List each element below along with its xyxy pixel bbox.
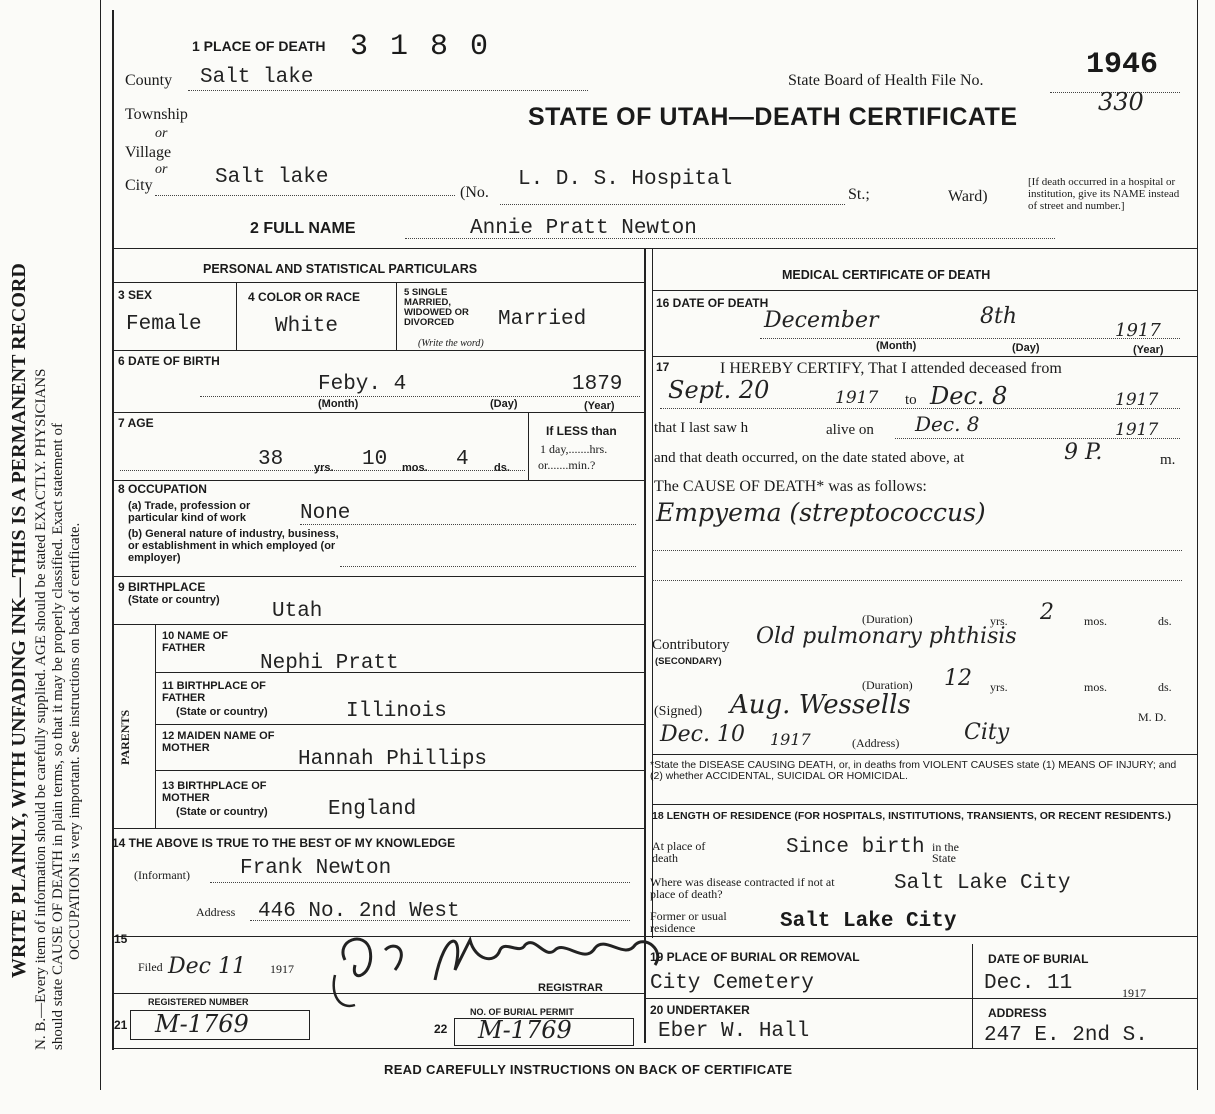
registered-number-value: M-1769	[155, 1010, 249, 1038]
age-years-value: 38	[258, 448, 284, 471]
father-birthplace-sub: (State or country)	[176, 706, 268, 718]
contracted-value: Salt Lake City	[894, 872, 1071, 895]
file-no-extra: 330	[1098, 88, 1144, 116]
duration2-yrs: yrs.	[990, 680, 1008, 694]
former-residence-label: Former or usual residence	[650, 909, 727, 935]
cause-line-3	[652, 580, 1182, 581]
col-line-sex	[236, 282, 237, 350]
full-name-label: 2 FULL NAME	[250, 220, 356, 237]
row-line-10	[112, 828, 644, 829]
day-hrs-caption: 1 day,.......hrs.	[540, 442, 608, 456]
duration-mos: mos.	[1084, 614, 1108, 628]
birthplace-sub: (State or country)	[128, 594, 220, 606]
left-border	[100, 0, 101, 1090]
occupation-a-label: (a) Trade, profession or particular kind of work	[128, 500, 251, 524]
birthplace-label: 9 BIRTHPLACE	[118, 580, 206, 594]
dob-day-caption: (Day)	[490, 398, 518, 410]
row-line-2	[112, 350, 644, 351]
burial-col-line	[972, 944, 973, 1048]
father-label: 10 NAME OF FATHER	[162, 630, 229, 654]
side-text-line-2: N. B.—Every item of information should be carefully supplied. AGE should be stated EXACTLY. PHYSICIANS	[33, 368, 49, 1050]
certificate-title: STATE OF UTAH—DEATH CERTIFICATE	[528, 103, 1018, 131]
sex-label: 3 SEX	[118, 288, 153, 302]
or-min-caption: or.......min.?	[538, 458, 596, 472]
dob-line	[200, 396, 640, 397]
burial-permit-value: M-1769	[478, 1016, 572, 1044]
col-line-parents	[155, 624, 156, 828]
side-text-permanent-record: WRITE PLAINLY, WITH UNFADING INK—THIS IS A PERMANENT RECORD	[8, 263, 30, 978]
dod-day-caption: (Day)	[1012, 342, 1040, 354]
signed-date-value: Dec. 10	[660, 722, 745, 747]
contributory-label: Contributory	[652, 637, 730, 653]
street-no-label: (No.	[460, 184, 489, 201]
marital-value: Married	[498, 308, 587, 331]
county-label: County	[125, 72, 173, 89]
mother-value: Hannah Phillips	[298, 748, 488, 771]
or-label-1: or	[155, 126, 168, 141]
col-line-age	[528, 412, 529, 480]
marital-note: (Write the word)	[418, 338, 484, 349]
file-no-label: State Board of Health File No.	[788, 72, 984, 89]
occupation-label: 8 OCCUPATION	[118, 482, 207, 496]
row-line-1	[112, 282, 644, 283]
attended-from-value: Sept. 20	[668, 376, 770, 404]
at-place-label: At place of death	[652, 839, 706, 865]
certify-text: I HEREBY CERTIFY, That I attended deceased from	[720, 360, 1062, 377]
registrar-signature	[325, 920, 685, 1010]
registered-number-label: REGISTERED NUMBER	[148, 997, 249, 1007]
attended-to-value: Dec. 8	[930, 382, 1008, 410]
contributory-value: Old pulmonary phthisis	[756, 624, 1017, 649]
dod-bottom-line	[652, 356, 1197, 357]
medical-title-line	[652, 290, 1197, 291]
city-value: Salt lake	[215, 166, 329, 189]
burial-date-year: 1917	[1122, 986, 1146, 1000]
parents-label: PARENTS	[118, 709, 132, 765]
county-value: Salt lake	[200, 66, 314, 89]
residence-label: 18 LENGTH OF RESIDENCE (FOR HOSPITALS, INSTITUTIONS, TRANSIENTS, OR RECENT RESIDENTS.)	[652, 810, 1172, 822]
township-label: Township	[125, 106, 188, 123]
street-label: St.;	[848, 186, 870, 203]
mother-birthplace-value: England	[328, 798, 417, 821]
residence-value: Since birth	[786, 836, 925, 859]
undertaker-label: 20 UNDERTAKER	[650, 1003, 750, 1017]
age-label: 7 AGE	[118, 416, 154, 430]
dob-year-value: 1879	[572, 373, 623, 396]
mother-label: 12 MAIDEN NAME OF MOTHER	[162, 730, 275, 754]
informant-value: Frank Newton	[240, 857, 392, 880]
place-of-death-label: 1 PLACE OF DEATH	[192, 38, 326, 54]
row-line-5	[112, 576, 644, 577]
stamp-number: 3 1 8 0	[350, 30, 491, 64]
item-21: 21	[114, 1018, 128, 1032]
death-occurred-label: and that death occurred, on the date stated above, at	[654, 450, 965, 466]
father-birthplace-label: 11 BIRTHPLACE OF FATHER	[162, 680, 266, 704]
dod-label: 16 DATE OF DEATH	[656, 296, 769, 310]
grid-bottom	[112, 1048, 1197, 1049]
dod-month-caption: (Month)	[876, 340, 917, 352]
full-name-value: Annie Pratt Newton	[470, 217, 697, 240]
secondary-label: (SECONDARY)	[655, 656, 722, 667]
physician-signature: Aug. Wessells	[730, 690, 911, 720]
filed-value: Dec 11	[168, 954, 246, 979]
undertaker-value: Eber W. Hall	[658, 1020, 810, 1043]
contracted-label: Where was disease contracted if not at place of death?	[650, 875, 835, 901]
registrar-label: REGISTRAR	[538, 982, 603, 994]
village-label: Village	[125, 144, 172, 161]
burial-date-value: Dec. 11	[984, 972, 1073, 995]
col-line-race	[396, 282, 397, 350]
in-state-label: in the State	[932, 840, 959, 865]
or-label-2: or	[155, 162, 168, 177]
dod-year-caption: (Year)	[1133, 344, 1164, 356]
dob-year-caption: (Year)	[584, 400, 615, 412]
cause-label: The CAUSE OF DEATH* was as follows:	[654, 478, 927, 495]
dob-label: 6 DATE OF BIRTH	[118, 354, 220, 368]
right-border	[1197, 0, 1198, 1090]
county-line	[188, 90, 588, 91]
row-line-3	[112, 412, 644, 413]
death-time-value: 9 P.	[1064, 440, 1103, 465]
sig-address-value: City	[964, 720, 1010, 745]
footnote-top-line	[652, 754, 1197, 755]
mother-birthplace-sub: (State or country)	[176, 806, 268, 818]
informant-title: 14 THE ABOVE IS TRUE TO THE BEST OF MY KNOWLEDGE	[112, 836, 456, 850]
to-label: to	[905, 392, 917, 408]
item-17: 17	[656, 360, 670, 374]
attended-from-year: 1917	[835, 388, 879, 408]
occupation-value: None	[300, 502, 351, 525]
last-saw-date: Dec. 8	[915, 412, 980, 436]
undertaker-address-label: ADDRESS	[988, 1006, 1047, 1020]
address-value: 446 No. 2nd West	[258, 900, 460, 923]
burial-date-label: DATE OF BURIAL	[988, 952, 1089, 966]
dob-month-caption: (Month)	[318, 398, 359, 410]
footnote-bottom-line	[652, 804, 1197, 805]
file-no-value: 1946	[1086, 48, 1159, 82]
row-line-4	[112, 480, 644, 481]
burial-permit-label: NO. OF BURIAL PERMIT	[470, 1007, 574, 1017]
father-value: Nephi Pratt	[260, 652, 399, 675]
age-months-value: 10	[362, 448, 388, 471]
medical-section-title: MEDICAL CERTIFICATE OF DEATH	[782, 268, 991, 282]
grid-top	[112, 248, 1197, 249]
personal-section-title: PERSONAL AND STATISTICAL PARTICULARS	[203, 262, 478, 276]
age-mos-caption: mos.	[402, 462, 428, 474]
attended-line	[660, 408, 1180, 409]
former-residence-value: Salt Lake City	[780, 910, 957, 933]
dod-month-value: December	[764, 308, 879, 333]
age-days-value: 4	[456, 448, 469, 471]
city-line	[155, 195, 455, 196]
cause-line-2	[652, 550, 1182, 551]
occupation-b-line	[340, 566, 636, 567]
ward-label: Ward)	[948, 188, 988, 205]
dob-month-value: Feby. 4	[318, 373, 407, 396]
street-no-line	[500, 204, 845, 205]
informant-label: (Informant)	[134, 868, 190, 882]
row-line-8	[155, 724, 644, 725]
left-border-inner	[112, 10, 114, 1050]
city-label: City	[125, 177, 153, 194]
informant-line	[210, 882, 630, 883]
last-saw-year: 1917	[1115, 420, 1159, 440]
duration2-label: (Duration)	[862, 678, 913, 692]
birthplace-value: Utah	[272, 600, 323, 623]
attended-to-year: 1917	[1115, 390, 1159, 410]
street-no-value: L. D. S. Hospital	[518, 168, 733, 191]
filed-label: Filed	[138, 960, 163, 974]
sig-address-label: (Address)	[852, 736, 900, 750]
duration2-yrs-value: 12	[944, 666, 972, 691]
address-label: Address	[196, 905, 236, 919]
grid-center-divider-2	[652, 248, 653, 938]
duration2-mos: mos.	[1084, 680, 1108, 694]
footer-instructions: READ CAREFULLY INSTRUCTIONS ON BACK OF CERTIFICATE	[384, 1062, 793, 1077]
last-saw-label: that I last saw h	[654, 420, 749, 436]
ward-note: [If death occurred in a hospital or institution, give its NAME instead of street and number.]	[1028, 176, 1180, 212]
item-15: 15	[114, 932, 128, 946]
signed-label: (Signed)	[654, 704, 703, 719]
row-line-7	[155, 672, 644, 673]
alive-on-label: alive on	[826, 422, 874, 438]
dod-day-value: 8th	[980, 304, 1018, 329]
side-text-line-4: OCCUPATION is very important. See instructions on back of certificate.	[67, 522, 83, 960]
duration2-ds: ds.	[1158, 680, 1172, 694]
duration-mos-value: 2	[1040, 600, 1054, 625]
duration-ds: ds.	[1158, 614, 1172, 628]
age-ds-caption: ds.	[494, 462, 510, 474]
race-label: 4 COLOR OR RACE	[248, 290, 361, 304]
sex-value: Female	[126, 313, 202, 336]
occupation-b-label: (b) General nature of industry, business, or establishment in which employed (or employer)	[128, 528, 339, 564]
side-text-line-3: should state CAUSE OF DEATH in plain terms, so that it may be properly classified. Exact statement of	[50, 423, 66, 1050]
duration-yrs: yrs.	[990, 614, 1008, 628]
burial-row-line	[644, 998, 1197, 999]
burial-place-label: 19 PLACE OF BURIAL OR REMOVAL	[650, 950, 860, 964]
mother-birthplace-label: 13 BIRTHPLACE OF MOTHER	[162, 780, 267, 804]
age-yrs-caption: yrs.	[314, 462, 334, 474]
undertaker-address-value: 247 E. 2nd S.	[984, 1024, 1148, 1047]
burial-place-value: City Cemetery	[650, 972, 814, 995]
marital-label: 5 SINGLE MARRIED, WIDOWED OR DIVORCED	[404, 287, 469, 328]
race-value: White	[275, 315, 339, 338]
signed-year: 1917	[770, 730, 811, 749]
row-line-6	[112, 624, 644, 625]
cause-footnote: *State the DISEASE CAUSING DEATH, or, in deaths from VIOLENT CAUSES state (1) MEANS OF INJURY; and (2) whether ACCIDENTAL, SUICIDAL OR HOMICIDAL.	[650, 759, 1177, 782]
filed-year: 1917	[270, 962, 294, 976]
father-birthplace-value: Illinois	[346, 700, 447, 723]
dod-year-value: 1917	[1115, 320, 1161, 341]
item-22: 22	[434, 1022, 448, 1036]
m-label: m.	[1160, 452, 1176, 468]
duration-label: (Duration)	[862, 612, 913, 626]
if-less-than: If LESS than	[546, 424, 617, 438]
cause-value: Empyema (streptococcus)	[656, 498, 986, 527]
md-label: M. D.	[1138, 710, 1167, 724]
